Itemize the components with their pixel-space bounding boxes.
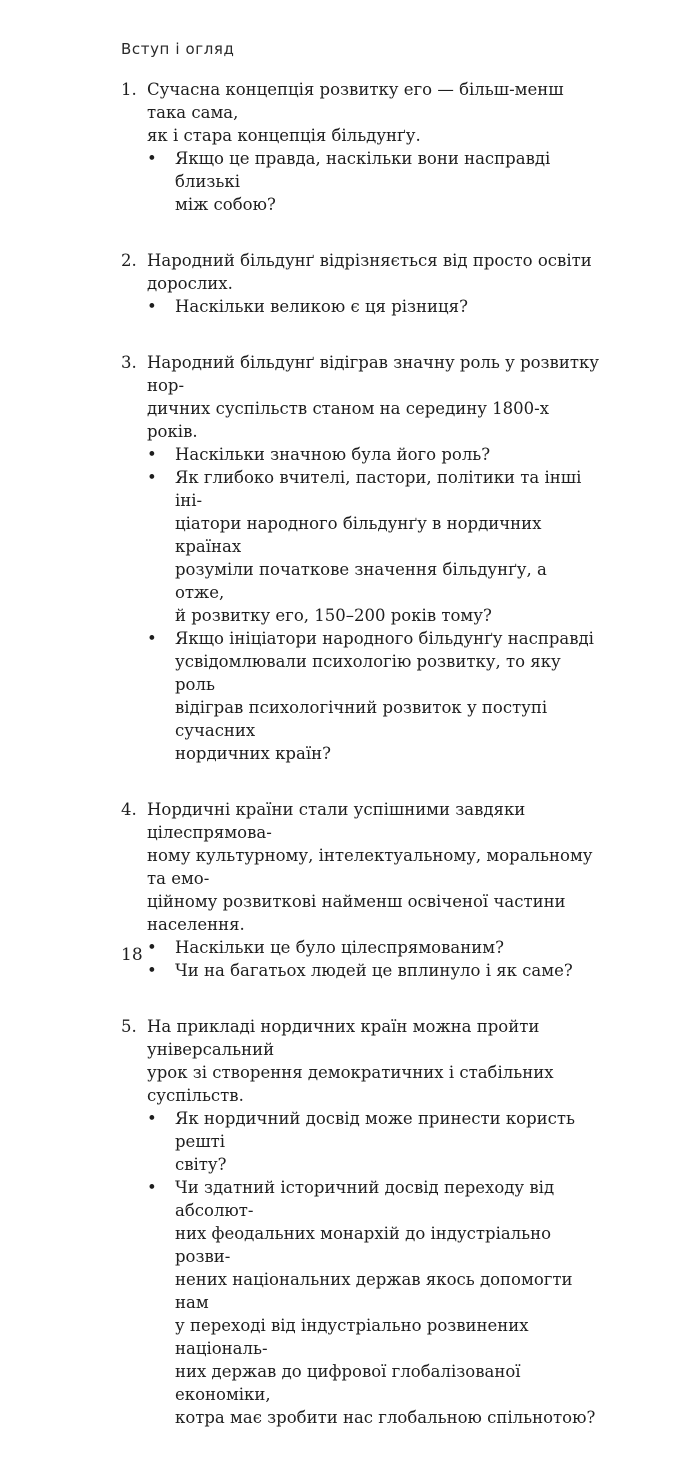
item-number: 5. (121, 1017, 137, 1036)
bullet-icon: • (147, 468, 157, 487)
sub-question (147, 295, 601, 318)
text-line: й розвитку его, 150–200 років тому? (175, 606, 492, 625)
text-line: Наскільки це було цілеспрямованим? (175, 938, 504, 957)
sub-question-list (147, 1107, 601, 1429)
text-line: Чи на багатьох людей це вплинуло і як саме? (175, 961, 573, 980)
bullet-icon: • (147, 149, 157, 168)
text-line: Якщо ініціатори народного більдунґу насправді (175, 629, 594, 648)
text-line: Народний більдунґ відіграв значну роль у розвитку нор- (147, 353, 599, 395)
text-line: між собою? (175, 195, 276, 214)
text-line: Нордичні країни стали успішними завдяки цілеспрямова- (147, 800, 526, 842)
sub-question (147, 959, 601, 982)
item-text (147, 798, 601, 936)
sub-question (147, 443, 601, 466)
sub-question-list (147, 295, 601, 318)
text-line: Народний більдунґ відрізняється від просто освіти дорослих. (147, 251, 592, 293)
bullet-icon: • (147, 961, 157, 980)
item-text (147, 78, 601, 147)
bullet-icon: • (147, 938, 157, 957)
sub-question (147, 147, 601, 216)
list-item (121, 351, 601, 765)
bullet-icon: • (147, 445, 157, 464)
text-line: них феодальних монархій до індустріально розви- (175, 1224, 552, 1266)
sub-question (147, 1176, 601, 1429)
list-item (121, 78, 601, 216)
text-line: Якщо це правда, наскільки вони насправді близькі (175, 149, 551, 191)
running-head: Вступ і огляд (121, 40, 235, 58)
text-line: нордичних країн? (175, 744, 331, 763)
item-number: 3. (121, 353, 137, 372)
sub-question (147, 1107, 601, 1176)
list-item (121, 798, 601, 982)
sub-question (147, 936, 601, 959)
item-text (147, 1015, 601, 1107)
list-item (121, 249, 601, 318)
text-line: розуміли початкове значення більдунґу, а отже, (175, 560, 547, 602)
item-number: 4. (121, 800, 137, 819)
list-item (121, 1015, 601, 1429)
sub-question-list (147, 936, 601, 982)
text-line: ційному розвиткові найменш освіченої частини населення. (147, 892, 566, 934)
text-line: них держав до цифрової глобалізованої економіки, (175, 1362, 521, 1404)
sub-question (147, 627, 601, 765)
bullet-icon: • (147, 1109, 157, 1128)
sub-question-list (147, 147, 601, 216)
text-line: світу? (175, 1155, 227, 1174)
page-number: 18 (121, 945, 143, 965)
text-line: Як глибоко вчителі, пастори, політики та інші іні- (175, 468, 582, 510)
text-line: ному культурному, інтелектуальному, моральному та емо- (147, 846, 593, 888)
text-line: відіграв психологічний розвиток у поступі сучасних (175, 698, 548, 740)
text-line: усвідомлювали психологію розвитку, то яку роль (175, 652, 561, 694)
item-number: 1. (121, 80, 137, 99)
sub-question (147, 466, 601, 627)
text-line: Чи здатний історичний досвід переходу від абсолют- (175, 1178, 555, 1220)
text-line: Як нордичний досвід може принести користь решті (175, 1109, 576, 1151)
text-line: ціатори народного більдунґу в нордичних країнах (175, 514, 542, 556)
item-text (147, 351, 601, 443)
bullet-icon: • (147, 297, 157, 316)
bullet-icon: • (147, 629, 157, 648)
text-line: Наскільки значною була його роль? (175, 445, 491, 464)
question-list (121, 78, 601, 1462)
bullet-icon: • (147, 1178, 157, 1197)
text-line: Наскільки великою є ця різниця? (175, 297, 468, 316)
text-line: котра має зробити нас глобальною спільнотою? (175, 1408, 596, 1427)
item-text (147, 249, 601, 295)
text-line: у переході від індустріально розвинених національ- (175, 1316, 529, 1358)
text-line: На прикладі нордичних країн можна пройти універсальний (147, 1017, 540, 1059)
text-line: урок зі створення демократичних і стабільних суспільств. (147, 1063, 554, 1105)
sub-question-list (147, 443, 601, 765)
text-line: як і стара концепція більдунґу. (147, 126, 421, 145)
text-line: дичних суспільств станом на середину 1800-х років. (147, 399, 550, 441)
item-number: 2. (121, 251, 137, 270)
text-line: нених національних держав якось допомогти нам (175, 1270, 573, 1312)
text-line: Сучасна концепція розвитку его — більш-менш така сама, (147, 80, 564, 122)
